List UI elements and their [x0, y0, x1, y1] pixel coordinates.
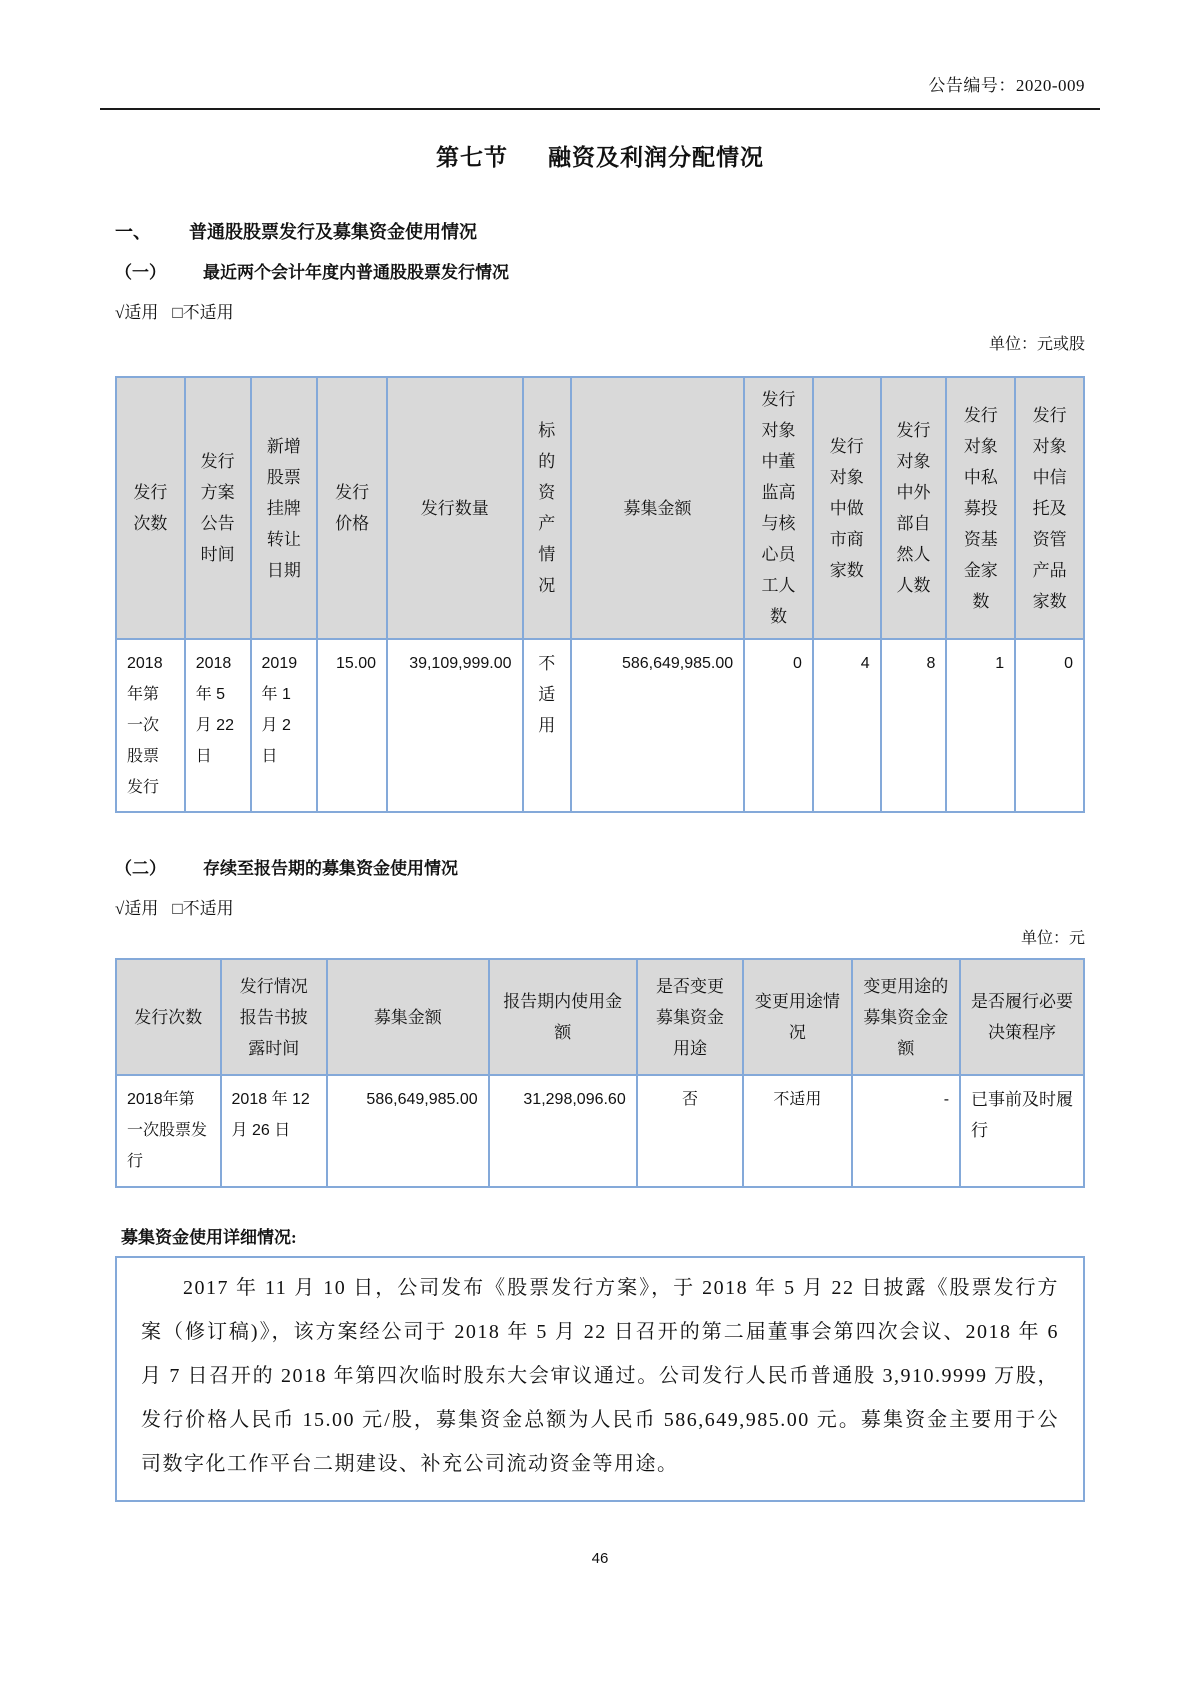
detail-section-label: 募集资金使用详细情况:	[121, 1228, 297, 1247]
stock-issuance-table	[115, 376, 1085, 813]
column-header: 发行对象中私募投资基金家数	[946, 377, 1015, 639]
table-cell: 不适用	[743, 1075, 851, 1187]
table-cell: 0	[744, 639, 813, 812]
table-row	[116, 639, 1084, 812]
subsection1-title: 最近两个会计年度内普通股股票发行情况	[203, 263, 509, 282]
header-divider-rule	[100, 108, 1100, 110]
table-cell: 2018 年 5 月 22 日	[185, 639, 251, 812]
unit-label-1: 单位：元或股	[988, 336, 1085, 353]
column-header: 是否履行必要决策程序	[960, 959, 1084, 1075]
checked-applicable-option: √适用	[115, 899, 159, 918]
column-header: 发行方案公告时间	[185, 377, 251, 639]
announcement-number: 公告编号：2020-009	[928, 76, 1085, 95]
column-header: 是否变更募集资金用途	[637, 959, 743, 1075]
subsection2-marker: （二）	[115, 859, 166, 878]
chapter-label: 第七节	[436, 145, 508, 170]
table-cell: 2019 年 1 月 2 日	[251, 639, 318, 812]
table-cell: 31,298,096.60	[489, 1075, 637, 1187]
column-header: 变更用途情况	[743, 959, 851, 1075]
subsection2-heading	[115, 857, 1085, 881]
table-cell: -	[852, 1075, 960, 1187]
checked-applicable-option: √适用	[115, 303, 159, 322]
column-header: 募集金额	[327, 959, 489, 1075]
column-header: 报告期内使用金额	[489, 959, 637, 1075]
table-cell: 8	[881, 639, 947, 812]
subsection2-title: 存续至报告期的募集资金使用情况	[203, 859, 458, 878]
table-row	[116, 1075, 1084, 1187]
table-cell: 否	[637, 1075, 743, 1187]
column-header: 募集金额	[571, 377, 744, 639]
section-heading	[115, 220, 1085, 245]
table-cell: 0	[1015, 639, 1084, 812]
table-cell: 已事前及时履行	[960, 1075, 1084, 1187]
applicability-line-2	[115, 897, 1085, 920]
column-header: 发行情况报告书披露时间	[221, 959, 327, 1075]
unit-label-2: 单位：元	[1020, 930, 1085, 947]
page-title	[115, 142, 1085, 174]
unchecked-not-applicable-option: □不适用	[172, 303, 234, 322]
table-cell: 2018年第一次股票发行	[116, 1075, 221, 1187]
table-header-row	[116, 377, 1084, 639]
table-cell: 39,109,999.00	[387, 639, 523, 812]
section-title: 普通股股票发行及募集资金使用情况	[189, 222, 477, 242]
column-header: 发行数量	[387, 377, 523, 639]
unchecked-not-applicable-option: □不适用	[172, 899, 234, 918]
fund-usage-table	[115, 958, 1085, 1188]
chapter-title: 融资及利润分配情况	[548, 145, 764, 170]
applicability-line-1	[115, 301, 1085, 324]
table-cell: 15.00	[317, 639, 387, 812]
table-header-row	[116, 959, 1084, 1075]
column-header: 发行次数	[116, 377, 185, 639]
table-cell: 586,649,985.00	[327, 1075, 489, 1187]
column-header: 标的资产情况	[523, 377, 571, 639]
detail-paragraph: 2017 年 11 月 10 日，公司发布《股票发行方案》，于 2018 年 5 月 22 日披露《股票发行方案（修订稿)》，该方案经公司于 2018 年 5 月 22 日召开的第二届董事会第四次会议、2018 年 6 月 7 日召开的 2018 年第四次临时股东大会审议通过。公司发行人民币普通股 3,910.9999 万股，发行价格人民币 15.00 元/股，募集资金总额为人民币 586,649,985.00 元。募集资金主要用于公司数字化工作平台二期建设、补充公司流动资金等用途。	[141, 1277, 1059, 1475]
page-number: 46	[591, 1550, 609, 1567]
column-header: 发行对象中做市商家数	[813, 377, 881, 639]
table-cell: 4	[813, 639, 881, 812]
column-header: 新增股票挂牌转让日期	[251, 377, 318, 639]
column-header: 发行对象中信托及资管产品家数	[1015, 377, 1084, 639]
table-cell: 不适用	[523, 639, 571, 812]
table-cell: 2018 年 12 月 26 日	[221, 1075, 327, 1187]
column-header: 发行次数	[116, 959, 221, 1075]
section-marker: 一、	[115, 222, 151, 242]
column-header: 发行对象中外部自然人人数	[881, 377, 947, 639]
column-header: 发行价格	[317, 377, 387, 639]
subsection1-marker: （一）	[115, 263, 166, 282]
detail-text-box	[115, 1256, 1085, 1502]
table-cell: 1	[946, 639, 1015, 812]
table-cell: 586,649,985.00	[571, 639, 744, 812]
column-header: 发行对象中董监高与核心员工人数	[744, 377, 813, 639]
column-header: 变更用途的募集资金金额	[852, 959, 960, 1075]
table-cell: 2018年第一次股票发行	[116, 639, 185, 812]
subsection1-heading	[115, 261, 1085, 285]
